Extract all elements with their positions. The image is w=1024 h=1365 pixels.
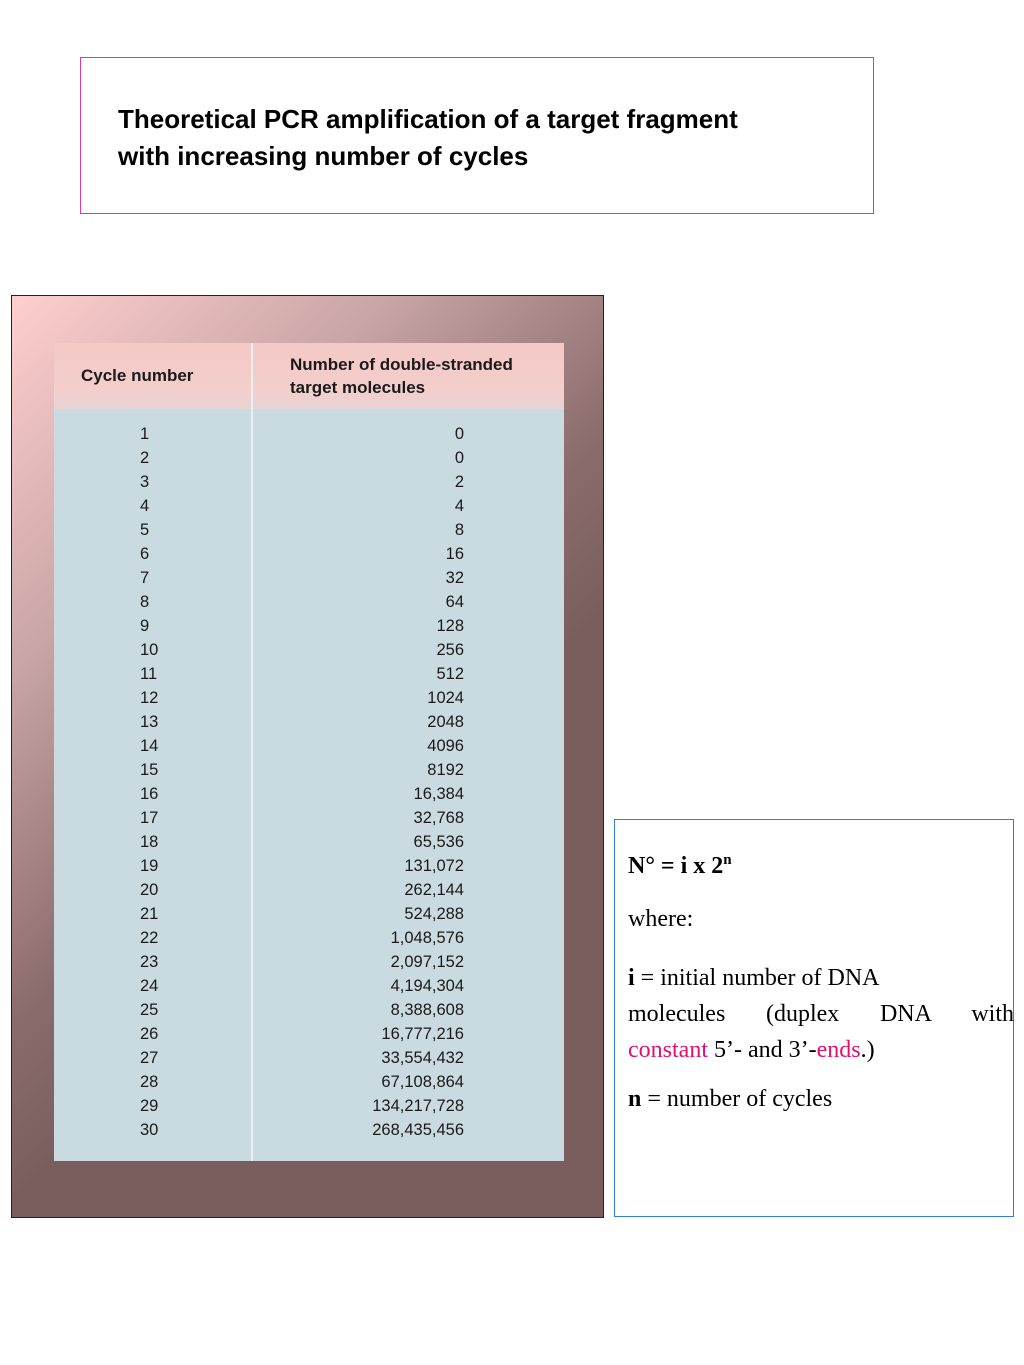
molecules-cell: 65,536 [413, 833, 464, 851]
table-row [54, 785, 564, 809]
definition-n [628, 1086, 832, 1113]
cycle-cell: 7 [140, 569, 150, 587]
cycle-cell: 11 [140, 665, 158, 683]
i-def-line-2: molecules (duplex DNA with [628, 1001, 1014, 1027]
table-row [54, 425, 564, 449]
molecules-cell: 2,097,152 [390, 953, 464, 971]
table-row [54, 641, 564, 665]
molecules-cell: 16,384 [413, 785, 464, 803]
formula-box [614, 819, 1014, 1217]
molecules-cell: 2 [454, 473, 464, 491]
header-molecules [290, 353, 513, 399]
cycle-cell: 5 [140, 521, 150, 539]
table-row [54, 761, 564, 785]
molecules-cell: 16 [445, 545, 464, 563]
i-def-ends: ends [816, 1037, 861, 1063]
table-row [54, 449, 564, 473]
table-row [54, 1073, 564, 1097]
table-row [54, 1001, 564, 1025]
pcr-table [54, 343, 564, 1161]
cycle-cell: 18 [140, 833, 159, 851]
header-molecules-line-1: Number of double-stranded [290, 355, 513, 374]
molecules-cell: 4096 [427, 737, 464, 755]
molecules-cell: 2048 [427, 713, 464, 731]
formula-where: where: [628, 906, 694, 932]
n-symbol: n [628, 1086, 642, 1112]
molecules-cell: 8192 [427, 761, 464, 779]
cycle-cell: 3 [140, 473, 150, 491]
molecules-cell: 128 [436, 617, 464, 635]
table-row [54, 689, 564, 713]
cycle-cell: 16 [140, 785, 159, 803]
cycle-cell: 21 [140, 905, 159, 923]
table-row [54, 929, 564, 953]
cycle-cell: 22 [140, 929, 159, 947]
table-row [54, 473, 564, 497]
cycle-cell: 29 [140, 1097, 159, 1115]
cycle-cell: 28 [140, 1073, 159, 1091]
cycle-cell: 23 [140, 953, 159, 971]
cycle-cell: 12 [140, 689, 159, 707]
table-row [54, 617, 564, 641]
table-row [54, 809, 564, 833]
cycle-cell: 14 [140, 737, 159, 755]
title-line-1: Theoretical PCR amplification of a target fragment [118, 104, 738, 134]
cycle-cell: 26 [140, 1025, 159, 1043]
table-row [54, 737, 564, 761]
table-frame [11, 295, 604, 1218]
cycle-cell: 1 [140, 425, 150, 443]
molecules-cell: 8 [454, 521, 464, 539]
i-symbol: i [628, 965, 635, 991]
cycle-cell: 2 [140, 449, 150, 467]
molecules-cell: 256 [436, 641, 464, 659]
molecules-cell: 1,048,576 [390, 929, 464, 947]
table-row [54, 857, 564, 881]
molecules-cell: 33,554,432 [381, 1049, 464, 1067]
molecules-cell: 268,435,456 [372, 1121, 464, 1139]
cycle-cell: 20 [140, 881, 159, 899]
table-row [54, 1025, 564, 1049]
i-def-close: .) [860, 1037, 875, 1063]
table-row [54, 1049, 564, 1073]
molecules-cell: 16,777,216 [381, 1025, 464, 1043]
molecules-cell: 4,194,304 [390, 977, 464, 995]
cycle-cell: 10 [140, 641, 159, 659]
header-cycle-number: Cycle number [81, 366, 194, 385]
cycle-cell: 15 [140, 761, 159, 779]
molecules-cell: 0 [454, 425, 464, 443]
i-def-line-1: = initial number of DNA [634, 965, 880, 991]
table-row [54, 665, 564, 689]
molecules-cell: 67,108,864 [381, 1073, 464, 1091]
equation-text: N° = i x 2 [628, 853, 724, 879]
cycle-cell: 25 [140, 1001, 159, 1019]
table-row [54, 569, 564, 593]
table-row [54, 593, 564, 617]
cycle-cell: 17 [140, 809, 159, 827]
formula-equation [628, 852, 732, 880]
cycle-cell: 13 [140, 713, 159, 731]
molecules-cell: 32,768 [413, 809, 464, 827]
table-row [54, 881, 564, 905]
header-molecules-line-2: target molecules [290, 378, 426, 397]
molecules-cell: 32 [445, 569, 464, 587]
table-row [54, 953, 564, 977]
table-row [54, 521, 564, 545]
cycle-cell: 19 [140, 857, 159, 875]
definition-i [628, 960, 1014, 1068]
molecules-cell: 0 [454, 449, 464, 467]
equation-exponent: n [723, 852, 732, 868]
i-def-constant: constant [628, 1037, 708, 1063]
molecules-cell: 64 [445, 593, 464, 611]
molecules-cell: 134,217,728 [372, 1097, 464, 1115]
title-line-2: with increasing number of cycles [118, 141, 529, 171]
molecules-cell: 262,144 [404, 881, 464, 899]
cycle-cell: 24 [140, 977, 159, 995]
table-row [54, 905, 564, 929]
page-title [118, 101, 858, 175]
molecules-cell: 512 [436, 665, 464, 683]
table-row [54, 1121, 564, 1145]
cycle-cell: 27 [140, 1049, 159, 1067]
cycle-cell: 4 [140, 497, 150, 515]
i-def-middle: 5’- and 3’- [707, 1037, 817, 1063]
cycle-cell: 8 [140, 593, 150, 611]
cycle-cell: 6 [140, 545, 150, 563]
molecules-cell: 1024 [427, 689, 464, 707]
table-row [54, 1097, 564, 1121]
table-row [54, 713, 564, 737]
table-row [54, 497, 564, 521]
title-box [80, 57, 874, 214]
table-row [54, 977, 564, 1001]
table-row [54, 545, 564, 569]
table-row [54, 833, 564, 857]
molecules-cell: 4 [454, 497, 464, 515]
cycle-cell: 30 [140, 1121, 159, 1139]
cycle-cell: 9 [140, 617, 150, 635]
n-def: = number of cycles [641, 1086, 833, 1112]
molecules-cell: 524,288 [404, 905, 464, 923]
molecules-cell: 8,388,608 [390, 1001, 464, 1019]
molecules-cell: 131,072 [404, 857, 464, 875]
